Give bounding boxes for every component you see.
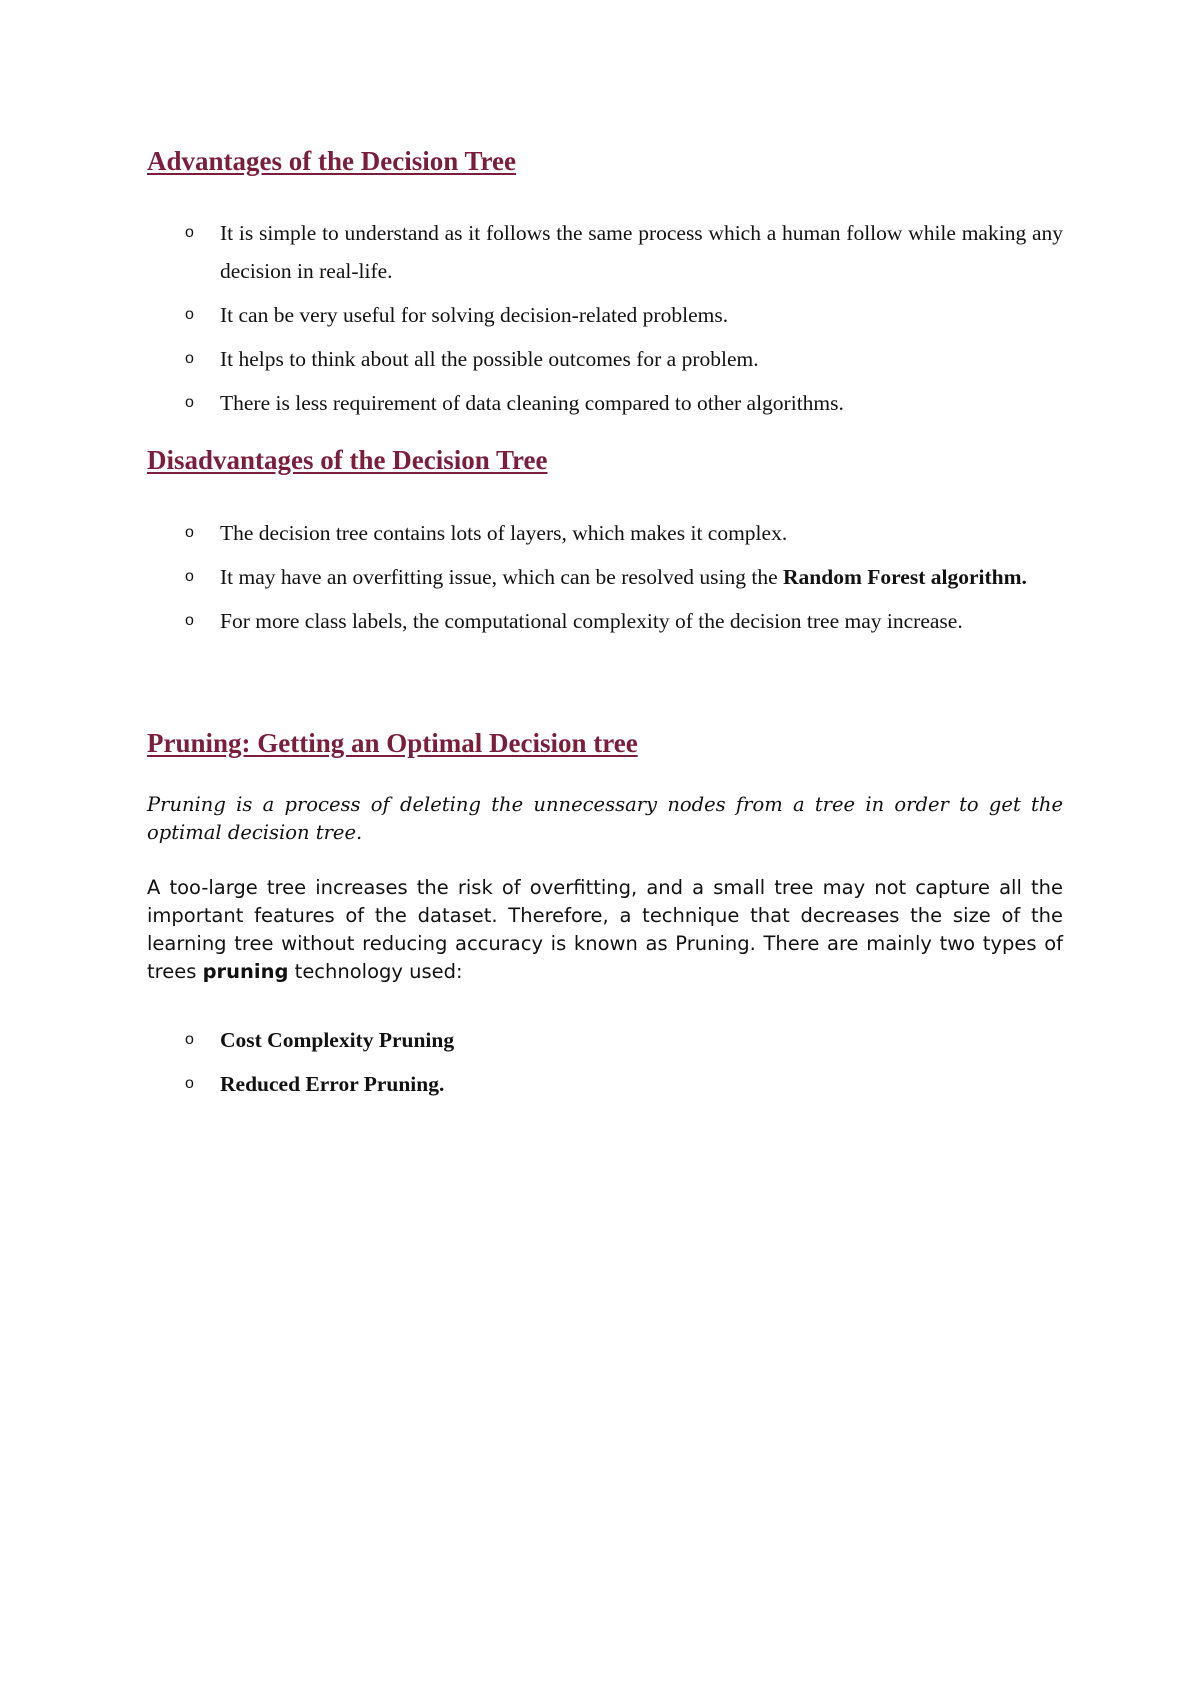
bullet-marker: o	[185, 1031, 194, 1048]
list-item: o It can be very useful for solving decision-related problems.	[147, 296, 1063, 334]
bullet-marker: o	[185, 612, 194, 629]
list-item: o For more class labels, the computational complexity of the decision tree may increase.	[147, 602, 1063, 640]
pruning-term: pruning	[202, 960, 289, 983]
advantages-heading: Advantages of the Decision Tree	[147, 146, 516, 176]
advantages-list	[147, 214, 1063, 428]
pruning-types-list	[147, 1021, 1063, 1109]
pruning-heading: Pruning: Getting an Optimal Decision tree	[147, 728, 638, 758]
list-item: o It helps to think about all the possible outcomes for a problem.	[147, 340, 1063, 378]
disadvantages-heading: Disadvantages of the Decision Tree	[147, 445, 548, 475]
bullet-marker: o	[185, 524, 194, 541]
list-item: o Cost Complexity Pruning	[147, 1021, 1063, 1059]
list-item: o It is simple to understand as it follows the same process which a human follow while making any decision in real-life.	[147, 214, 1063, 290]
bullet-marker: o	[185, 1075, 194, 1092]
pruning-paragraph: A too-large tree increases the risk of overfitting, and a small tree may not capture all the important features of the dataset. Therefore, a technique that decreases the size of the learning tree without reducing accuracy is known as Pruning. There are mainly two types of trees pruning technology used:	[147, 876, 1063, 983]
random-forest-term: Random Forest algorithm.	[783, 565, 1027, 589]
disadvantages-list	[147, 514, 1063, 646]
bullet-marker: o	[185, 350, 194, 367]
list-item: o It may have an overfitting issue, which can be resolved using the Random Forest algorithm.	[147, 558, 1063, 596]
bullet-marker: o	[185, 394, 194, 411]
list-item: o The decision tree contains lots of layers, which makes it complex.	[147, 514, 1063, 552]
pruning-definition: Pruning is a process of deleting the unnecessary nodes from a tree in order to get the optimal decision tree.	[147, 793, 1063, 844]
list-item: o There is less requirement of data cleaning compared to other algorithms.	[147, 384, 1063, 422]
bullet-marker: o	[185, 306, 194, 323]
bullet-marker: o	[185, 568, 194, 585]
list-item: o Reduced Error Pruning.	[147, 1065, 1063, 1103]
bullet-marker: o	[185, 224, 194, 241]
